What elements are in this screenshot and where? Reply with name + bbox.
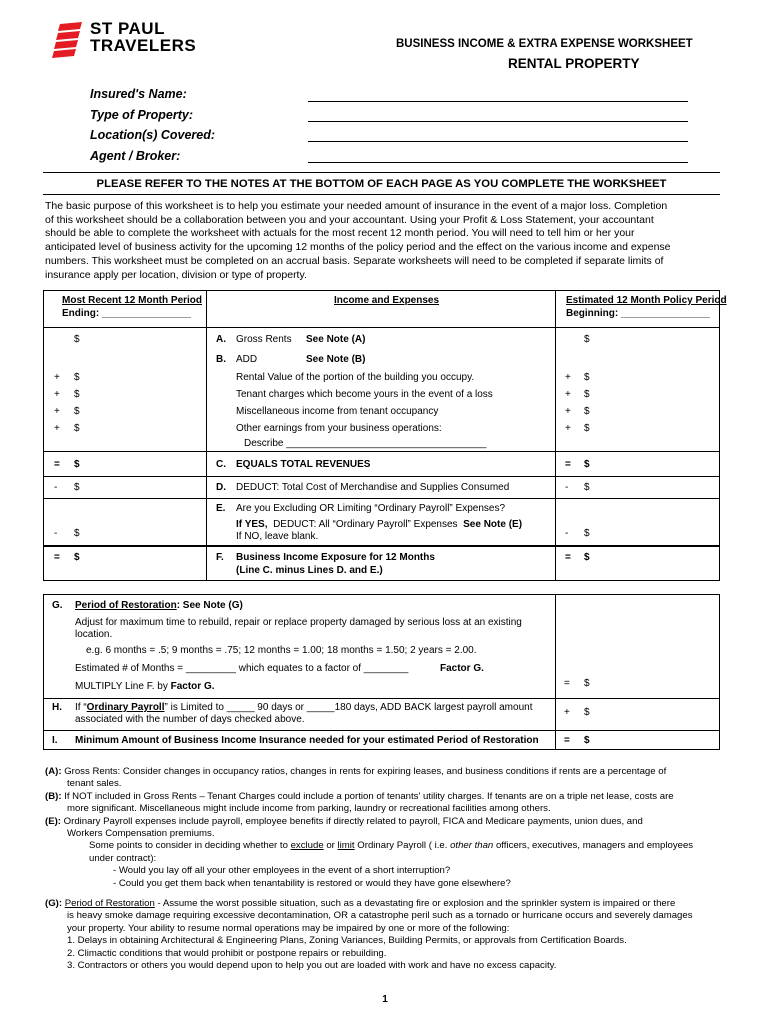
row-h-ordinary: Ordinary Payroll (86, 702, 165, 713)
minus-sign: - (565, 482, 569, 493)
col-recent-title: Most Recent 12 Month Period (62, 295, 203, 306)
note-e3-limit: limit (337, 840, 355, 852)
note-g-line3: your property. Your ability to resume normal operations may be impaired by one or more of the following: (67, 922, 510, 934)
row-e-yes (236, 519, 522, 530)
f-estimated-amount[interactable]: $ (584, 552, 590, 563)
worksheet-title: BUSINESS INCOME & EXTRA EXPENSE WORKSHEET (396, 38, 693, 50)
row-divider (43, 327, 720, 328)
row-g-line2: location. (75, 629, 113, 640)
equals-sign: = (564, 678, 570, 689)
col-recent-ending[interactable]: Ending: ________________ (62, 308, 191, 319)
equals-sign: = (54, 459, 60, 470)
equals-sign: = (565, 459, 571, 470)
a-estimated-amount[interactable]: $ (584, 334, 590, 345)
note-a-text: Gross Rents: Consider changes in occupancy ratios, changes in rents for expiring leases, and business conditions if rents are a percentage of (64, 766, 667, 777)
row-divider (43, 730, 720, 731)
row-b-letter: B. (216, 354, 226, 365)
row-e-yes-label: If YES, (236, 519, 268, 530)
note-b-text: If NOT included in Gross Rents – Tenant Charges could include a portion of tenants' utility charges. If tenants are on a triple net lease, costs are (64, 790, 674, 802)
note-g-item: 2. Climactic conditions that would prohibit or postpone repairs or rebuilding. (67, 947, 387, 959)
column-divider (206, 290, 207, 546)
minus-sign: - (54, 528, 58, 539)
describe-field[interactable]: Describe ____________________________________ (244, 438, 487, 449)
plus-sign: + (565, 423, 571, 434)
agent-field[interactable] (308, 162, 688, 163)
note-b-line1 (45, 791, 693, 803)
note-e-line3 (45, 840, 693, 852)
g-estimated-amount[interactable]: $ (584, 678, 590, 689)
note-g-line1 (45, 898, 693, 910)
plus-sign: + (565, 406, 571, 417)
note-g-item: 1. Delays in obtaining Architectural & Engineering Plans, Zoning Variances, Building Permits, or approvals from Certification Boards. (67, 935, 627, 947)
divider (43, 194, 720, 195)
plus-sign: + (54, 372, 60, 383)
note-e3-pre: Some points to consider in deciding whether to (89, 840, 288, 852)
row-b-note: See Note (B) (306, 354, 366, 365)
intro-line: anticipated level of business activity for the upcoming 12 months of the policy period and the effect on the various income and expense (45, 241, 671, 254)
row-divider (43, 451, 720, 452)
row-e-yes-text: DEDUCT: All “Ordinary Payroll” Expenses (273, 519, 458, 530)
row-g-title (75, 600, 243, 611)
row-c-letter: C. (216, 459, 226, 470)
column-divider (206, 546, 207, 581)
note-g-line2: is heavy smoke damage requiring excessive decontamination, OR a catastrophe peril such as a tornado or hurricane occurs and severely damages (67, 910, 693, 922)
divider (43, 172, 720, 173)
col-income-header: Income and Expenses (334, 295, 440, 306)
note-e-line4: under contract): (89, 852, 157, 864)
b3-estimated-amount[interactable]: $ (584, 406, 590, 417)
row-h-letter: H. (52, 702, 62, 713)
row-h-line1[interactable] (75, 702, 532, 713)
plus-sign: + (564, 707, 570, 718)
row-e-question: Are you Excluding OR Limiting “Ordinary Payroll” Expenses? (236, 503, 505, 514)
logo-mark-icon (52, 20, 88, 60)
b-item-1: Rental Value of the portion of the building you occupy. (236, 372, 475, 383)
row-g-estimate[interactable]: Estimated # of Months = _________ which equates to a factor of ________ (75, 663, 409, 674)
row-divider (43, 698, 720, 699)
locations-field[interactable] (308, 141, 688, 142)
note-g-item: 3. Contractors or others you would depend upon to help you out are loaded with work and have no excess capacity. (67, 960, 557, 972)
equals-sign: = (54, 552, 60, 563)
row-i-letter: I. (52, 735, 58, 746)
notes-section (45, 766, 693, 973)
row-h-post: ” is Limited to _____ 90 days or _____180 days, ADD BACK largest payroll amount (164, 702, 533, 713)
note-a-line1 (45, 766, 693, 778)
i-estimated-amount[interactable]: $ (584, 735, 590, 746)
plus-sign: + (565, 389, 571, 400)
row-f-letter: F. (216, 552, 224, 563)
b2-recent-amount[interactable]: $ (74, 389, 80, 400)
row-b-text: ADD (236, 354, 258, 365)
note-a-label: (A): (45, 766, 62, 777)
row-f-line2: (Line C. minus Lines D. and E.) (236, 565, 383, 576)
plus-sign: + (54, 389, 60, 400)
plus-sign: + (54, 406, 60, 417)
plus-sign: + (565, 372, 571, 383)
c-estimated-amount[interactable]: $ (584, 459, 590, 470)
row-g-line1: Adjust for maximum time to rebuild, repair or replace property damaged by serious loss at an existing (75, 617, 522, 628)
equals-sign: = (564, 735, 570, 746)
note-b-line2: more significant. Miscellaneous might include income from parking, laundry or recreational facilities among others. (67, 803, 551, 815)
intro-line: The basic purpose of this worksheet is to help you estimate your needed amount of insurance in the event of a major loss. Completion (45, 200, 668, 212)
minus-sign: - (54, 482, 58, 493)
note-e3-italic: other than (450, 840, 494, 852)
e-recent-amount[interactable]: $ (74, 528, 80, 539)
intro-line: numbers. This worksheet must be completed on an accrual basis. Separate worksheets will need to be completed if separate limits of (45, 254, 664, 267)
e-estimated-amount[interactable]: $ (584, 528, 590, 539)
insured-name-label: Insured's Name: (90, 87, 187, 101)
intro-line: should be able to complete the worksheet with actuals for the most recent 12 month period. You will need to tell him or her your (45, 227, 635, 240)
property-type-label: Type of Property: (90, 108, 194, 122)
note-e3-exclude: exclude (290, 840, 324, 852)
row-g-letter: G. (52, 600, 63, 611)
col-recent-header (62, 294, 202, 320)
note-g-title: Period of Restoration (64, 898, 155, 910)
note-e-label: (E): (45, 815, 61, 827)
refer-notice: PLEASE REFER TO THE NOTES AT THE BOTTOM OF EACH PAGE AS YOU COMPLETE THE WORKSHEET (96, 178, 667, 190)
logo-text (90, 20, 196, 54)
b1-recent-amount[interactable]: $ (74, 372, 80, 383)
row-divider (43, 498, 720, 499)
row-divider (43, 476, 720, 477)
note-g-text: - Assume the worst possible situation, such as a devastating fire or explosion and the sprinkler system is impaired or there (154, 898, 676, 910)
minus-sign: - (565, 528, 569, 539)
page-number: 1 (382, 994, 388, 1005)
col-estimated-title: Estimated 12 Month Policy Period (566, 295, 727, 306)
a-recent-amount[interactable]: $ (74, 334, 80, 345)
company-logo (52, 20, 212, 60)
logo-line2: TRAVELERS (90, 36, 197, 55)
col-estimated-header (566, 294, 727, 320)
plus-sign: + (54, 423, 60, 434)
row-e-no: If NO, leave blank. (236, 531, 319, 542)
note-a-line2: tenant sales. (67, 778, 122, 790)
f-recent-amount[interactable]: $ (74, 552, 80, 563)
row-e-letter: E. (216, 503, 226, 514)
intro-paragraph (45, 200, 721, 282)
row-g-title-note: : See Note (G) (176, 600, 243, 611)
b2-estimated-amount[interactable]: $ (584, 389, 590, 400)
intro-line: of this worksheet should be a collaboration between you and your accountant. Using your Profit & Loss Statement, your accountant (45, 213, 654, 226)
col-estimated-beginning[interactable]: Beginning: ________________ (566, 308, 710, 319)
insured-name-field[interactable] (308, 101, 688, 102)
row-c-text: EQUALS TOTAL REVENUES (236, 459, 371, 470)
note-e3-post: Ordinary Payroll ( i.e. (357, 840, 448, 852)
b3-recent-amount[interactable]: $ (74, 406, 80, 417)
row-a-text: Gross Rents (236, 334, 292, 345)
intro-line: insurance apply per location, division or type of property. (45, 268, 307, 281)
column-divider (555, 594, 556, 750)
b1-estimated-amount[interactable]: $ (584, 372, 590, 383)
b4-recent-amount[interactable]: $ (74, 423, 80, 434)
agent-label: Agent / Broker: (90, 149, 181, 163)
note-b-label: (B): (45, 790, 62, 802)
row-g-multiply-factor: Factor G. (170, 681, 215, 692)
b-item-4: Other earnings from your business operations: (236, 423, 442, 434)
row-a-letter: A. (216, 334, 226, 345)
row-h-pre: If “ (75, 702, 87, 713)
row-e-note: See Note (E) (463, 519, 523, 530)
equals-sign: = (565, 552, 571, 563)
row-g-multiply (75, 681, 215, 692)
logo-line1: ST PAUL (90, 19, 165, 38)
b-item-2: Tenant charges which become yours in the event of a loss (236, 389, 493, 400)
b4-estimated-amount[interactable]: $ (584, 423, 590, 434)
row-g-factor-label: Factor G. (440, 663, 484, 674)
note-e-line1 (45, 816, 693, 828)
h-estimated-amount[interactable]: $ (584, 707, 590, 718)
row-d-text: DEDUCT: Total Cost of Merchandise and Supplies Consumed (236, 482, 510, 493)
note-e3-end: officers, executives, managers and employees (495, 840, 694, 852)
row-g-example: e.g. 6 months = .5; 9 months = .75; 12 months = 1.00; 18 months = 1.50; 2 years = 2.00. (86, 645, 477, 656)
property-type-field[interactable] (308, 121, 688, 122)
row-g-multiply-text: MULTIPLY Line F. by (75, 681, 168, 692)
column-divider (555, 546, 556, 581)
note-e-line2: Workers Compensation premiums. (67, 828, 215, 840)
row-f-line1: Business Income Exposure for 12 Months (236, 552, 435, 563)
row-h-line2: associated with the number of days checked above. (75, 714, 305, 725)
row-a-note: See Note (A) (306, 334, 366, 345)
d-estimated-amount[interactable]: $ (584, 482, 590, 493)
b-item-3: Miscellaneous income from tenant occupancy (236, 406, 439, 417)
column-divider (555, 290, 556, 546)
worksheet-subtitle: RENTAL PROPERTY (508, 56, 640, 71)
row-g-title-text: Period of Restoration (75, 600, 177, 611)
locations-label: Location(s) Covered: (90, 128, 216, 142)
note-e-line6: - Could you get them back when tenantability is restored or would they have gone elsewhere? (113, 877, 511, 889)
note-g-label: (G): (45, 898, 63, 910)
d-recent-amount[interactable]: $ (74, 482, 80, 493)
note-e-text: Ordinary Payroll expenses include payroll, employee benefits if directly related to payroll, FICA and Medicare payments, union dues, and (63, 815, 643, 827)
row-d-letter: D. (216, 482, 226, 493)
row-i-text: Minimum Amount of Business Income Insurance needed for your estimated Period of Restoration (75, 735, 539, 746)
note-e-line5: - Would you lay off all your other employees in the event of a short interruption? (113, 865, 451, 877)
c-recent-amount[interactable]: $ (74, 459, 80, 470)
note-e3-mid: or (326, 840, 335, 852)
